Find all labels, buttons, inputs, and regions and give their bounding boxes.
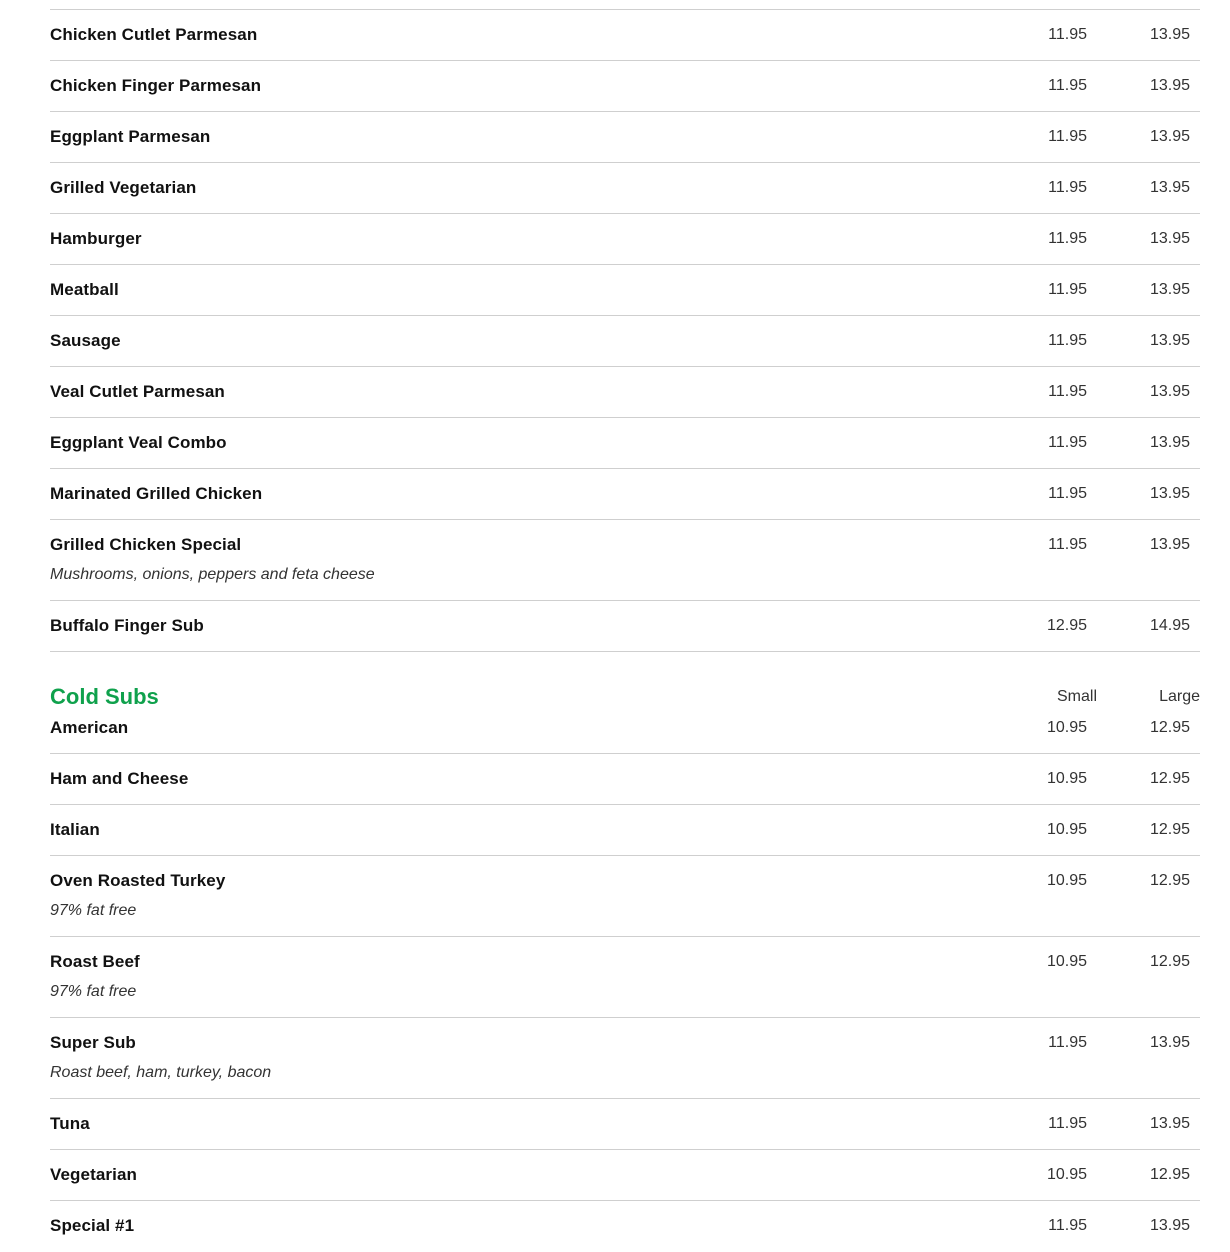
price-large: 13.95: [1149, 536, 1190, 553]
item-name: Roast Beef: [50, 952, 140, 971]
menu-item-row: [50, 265, 1200, 316]
price-small: 10.95: [1046, 1166, 1087, 1183]
menu-item-row: [50, 716, 1200, 754]
menu-item-row: [50, 316, 1200, 367]
item-description: 97% fat free: [50, 902, 137, 919]
menu-item-row: [50, 469, 1200, 520]
price-large: 12.95: [1149, 1166, 1190, 1183]
menu-item-row: [50, 805, 1200, 856]
menu-item-row: [50, 214, 1200, 265]
price-large: 12.95: [1149, 953, 1190, 970]
menu-page: [50, 0, 1200, 1252]
price-large: 13.95: [1149, 332, 1190, 349]
price-large: 13.95: [1149, 281, 1190, 298]
price-large: 13.95: [1149, 1217, 1190, 1234]
menu-item-row: [50, 1099, 1200, 1150]
hot-subs-list: [50, 10, 1200, 652]
price-small: 11.95: [1048, 26, 1087, 43]
item-name: Special #1: [50, 1216, 135, 1235]
price-small: 11.95: [1048, 383, 1087, 400]
price-small: 10.95: [1046, 719, 1087, 736]
price-small: 11.95: [1048, 1115, 1087, 1132]
price-small: 11.95: [1048, 230, 1087, 247]
price-large: 13.95: [1149, 485, 1190, 502]
menu-item-row: [50, 856, 1200, 937]
menu-item-row: [50, 1201, 1200, 1252]
price-large: 13.95: [1149, 383, 1190, 400]
item-name: Veal Cutlet Parmesan: [50, 382, 225, 401]
cold-subs-list: [50, 716, 1200, 1252]
price-small: 10.95: [1046, 872, 1087, 889]
item-name: Buffalo Finger Sub: [50, 616, 204, 635]
menu-item-row: [50, 418, 1200, 469]
price-large: 12.95: [1149, 719, 1190, 736]
price-small: 11.95: [1048, 179, 1087, 196]
menu-item-row: [50, 10, 1200, 61]
price-large: 13.95: [1149, 26, 1190, 43]
menu-item-row: [50, 937, 1200, 1018]
price-small: 10.95: [1046, 821, 1087, 838]
item-name: Vegetarian: [50, 1165, 137, 1184]
column-label-large: Large: [1159, 688, 1200, 705]
price-large: 12.95: [1149, 770, 1190, 787]
price-small: 12.95: [1046, 617, 1087, 634]
item-name: Meatball: [50, 280, 119, 299]
menu-item-row: [50, 112, 1200, 163]
price-large: 14.95: [1149, 617, 1190, 634]
item-description: 97% fat free: [50, 983, 137, 1000]
price-large: 13.95: [1149, 128, 1190, 145]
section-title: Cold Subs: [50, 684, 159, 709]
item-name: Marinated Grilled Chicken: [50, 484, 263, 503]
item-name: Grilled Vegetarian: [50, 178, 197, 197]
menu-item-row: [50, 1018, 1200, 1099]
price-small: 11.95: [1048, 1034, 1087, 1051]
item-name: Italian: [50, 820, 100, 839]
item-name: Ham and Cheese: [50, 769, 189, 788]
price-large: 13.95: [1149, 434, 1190, 451]
menu-item-row: [50, 601, 1200, 652]
item-name: Eggplant Parmesan: [50, 127, 211, 146]
price-large: 12.95: [1149, 872, 1190, 889]
item-name: Hamburger: [50, 229, 142, 248]
column-label-small: Small: [1056, 688, 1097, 705]
item-name: Sausage: [50, 331, 121, 350]
price-small: 10.95: [1046, 770, 1087, 787]
item-description: Mushrooms, onions, peppers and feta cheese: [50, 566, 375, 583]
menu-item-row: [50, 1150, 1200, 1201]
menu-item-row: [50, 163, 1200, 214]
item-name: Eggplant Veal Combo: [50, 433, 227, 452]
price-large: 13.95: [1149, 1115, 1190, 1132]
price-small: 11.95: [1048, 485, 1087, 502]
menu-item-row: [50, 367, 1200, 418]
divider: [50, 0, 1200, 10]
item-name: Super Sub: [50, 1033, 136, 1052]
item-name: Chicken Finger Parmesan: [50, 76, 262, 95]
price-large: 13.95: [1149, 77, 1190, 94]
menu-item-row: [50, 61, 1200, 112]
price-small: 11.95: [1048, 77, 1087, 94]
item-name: Tuna: [50, 1114, 90, 1133]
item-name: Oven Roasted Turkey: [50, 871, 226, 890]
price-small: 11.95: [1048, 1217, 1087, 1234]
price-large: 13.95: [1149, 1034, 1190, 1051]
item-name: American: [50, 718, 129, 737]
menu-item-row: [50, 754, 1200, 805]
item-description: Roast beef, ham, turkey, bacon: [50, 1064, 272, 1081]
menu-item-row: [50, 520, 1200, 601]
item-name: Grilled Chicken Special: [50, 535, 242, 554]
price-small: 10.95: [1046, 953, 1087, 970]
price-large: 13.95: [1149, 179, 1190, 196]
price-large: 12.95: [1149, 821, 1190, 838]
price-small: 11.95: [1048, 536, 1087, 553]
price-small: 11.95: [1048, 128, 1087, 145]
item-name: Chicken Cutlet Parmesan: [50, 25, 258, 44]
price-large: 13.95: [1149, 230, 1190, 247]
price-small: 11.95: [1048, 281, 1087, 298]
price-small: 11.95: [1048, 332, 1087, 349]
cold-subs-header: [50, 652, 1200, 716]
price-small: 11.95: [1048, 434, 1087, 451]
